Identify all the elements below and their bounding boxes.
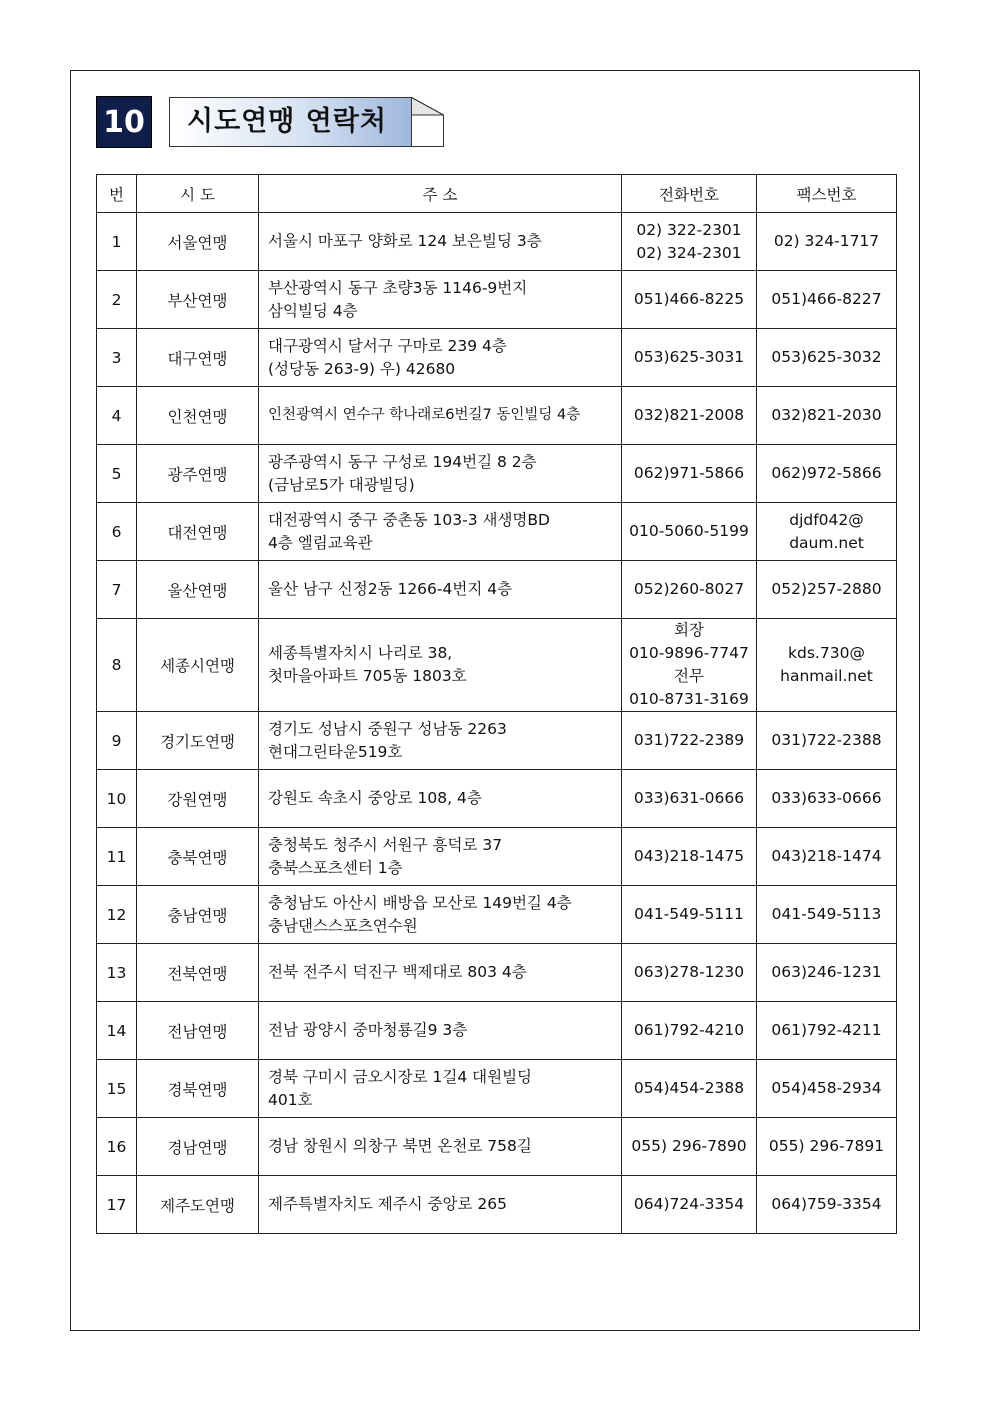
table-row bbox=[97, 886, 897, 944]
address-line: 충남댄스스포츠연수원 bbox=[268, 916, 418, 935]
phone-line: 052)260-8027 bbox=[633, 580, 745, 598]
row-phone bbox=[622, 619, 757, 712]
row-fax bbox=[757, 944, 897, 1002]
phone-line: 010-9896-7747 bbox=[629, 644, 749, 662]
address-line: 세종특별자치시 나리로 38, bbox=[268, 644, 453, 662]
fax-line: 054)458-2934 bbox=[771, 1079, 882, 1097]
row-address bbox=[259, 503, 622, 561]
table-body bbox=[97, 213, 897, 1234]
address-line: 서울시 마포구 양화로 124 보은빌딩 3층 bbox=[268, 232, 542, 250]
table-row bbox=[97, 503, 897, 561]
row-address bbox=[259, 213, 622, 271]
fax-line: 055) 296-7891 bbox=[768, 1137, 885, 1155]
table-row bbox=[97, 213, 897, 271]
row-fax bbox=[757, 387, 897, 445]
address-line: (금남로5가 대광빌딩) bbox=[268, 475, 415, 494]
row-number: 6 bbox=[97, 503, 137, 561]
fax-line: 052)257-2880 bbox=[771, 580, 882, 598]
header-fax: 팩스번호 bbox=[757, 175, 897, 213]
table-row bbox=[97, 1176, 897, 1234]
address-line: 제주특별자치도 제주시 중앙로 265 bbox=[268, 1195, 508, 1213]
row-phone bbox=[622, 561, 757, 619]
row-phone bbox=[622, 271, 757, 329]
address-line: 대전광역시 중구 중촌동 103-3 새생명BD bbox=[268, 510, 550, 529]
row-fax bbox=[757, 1176, 897, 1234]
row-address bbox=[259, 329, 622, 387]
row-number: 1 bbox=[97, 213, 137, 271]
row-fax bbox=[757, 886, 897, 944]
address-line: 첫마을아파트 705동 1803호 bbox=[268, 667, 467, 685]
row-fax bbox=[757, 712, 897, 770]
row-address bbox=[259, 1060, 622, 1118]
table-row bbox=[97, 1118, 897, 1176]
table-row bbox=[97, 1002, 897, 1060]
address-line: 401호 bbox=[268, 1090, 313, 1109]
row-phone bbox=[622, 828, 757, 886]
fax-line: 033)633-0666 bbox=[771, 789, 882, 807]
row-number: 8 bbox=[97, 619, 137, 712]
row-address bbox=[259, 271, 622, 329]
row-phone bbox=[622, 387, 757, 445]
row-number: 17 bbox=[97, 1176, 137, 1234]
fax-line: djdf042@ bbox=[789, 510, 864, 529]
row-region: 광주연맹 bbox=[137, 445, 259, 503]
fax-line: 031)722-2388 bbox=[771, 731, 882, 749]
row-region: 경남연맹 bbox=[137, 1118, 259, 1176]
address-line: 충청북도 청주시 서원구 흥덕로 37 bbox=[268, 835, 503, 854]
phone-line: 064)724-3354 bbox=[633, 1195, 745, 1213]
row-phone bbox=[622, 712, 757, 770]
address-line: 경북 구미시 금오시장로 1길4 대원빌딩 bbox=[268, 1067, 533, 1086]
table-row bbox=[97, 1060, 897, 1118]
address-line: 현대그린타운519호 bbox=[268, 742, 403, 761]
row-phone bbox=[622, 445, 757, 503]
row-region: 대전연맹 bbox=[137, 503, 259, 561]
row-region: 전남연맹 bbox=[137, 1002, 259, 1060]
fax-line: 061)792-4211 bbox=[771, 1021, 882, 1039]
row-phone bbox=[622, 1002, 757, 1060]
header-region: 시 도 bbox=[137, 175, 259, 213]
row-region: 세종시연맹 bbox=[137, 619, 259, 712]
phone-line: 032)821-2008 bbox=[633, 406, 745, 424]
row-address bbox=[259, 770, 622, 828]
row-fax bbox=[757, 828, 897, 886]
phone-line: 062)971-5866 bbox=[633, 464, 745, 482]
fax-line: 064)759-3354 bbox=[771, 1195, 882, 1213]
address-line: 경기도 성남시 중원구 성남동 2263 bbox=[268, 719, 507, 738]
row-region: 대구연맹 bbox=[137, 329, 259, 387]
row-phone bbox=[622, 886, 757, 944]
phone-line: 031)722-2389 bbox=[633, 731, 745, 749]
fax-line: hanmail.net bbox=[780, 667, 873, 685]
row-region: 전북연맹 bbox=[137, 944, 259, 1002]
row-phone bbox=[622, 503, 757, 561]
table-header-row bbox=[97, 175, 897, 213]
table-row bbox=[97, 387, 897, 445]
fax-line: 02) 324-1717 bbox=[773, 232, 880, 250]
section-number-badge: 10 bbox=[96, 96, 152, 148]
fax-line: daum.net bbox=[789, 533, 864, 552]
row-number: 7 bbox=[97, 561, 137, 619]
row-fax bbox=[757, 1060, 897, 1118]
row-number: 13 bbox=[97, 944, 137, 1002]
row-fax bbox=[757, 213, 897, 271]
row-address bbox=[259, 886, 622, 944]
header-address: 주 소 bbox=[259, 175, 622, 213]
row-number: 3 bbox=[97, 329, 137, 387]
row-region: 제주도연맹 bbox=[137, 1176, 259, 1234]
row-address bbox=[259, 1118, 622, 1176]
row-region: 강원연맹 bbox=[137, 770, 259, 828]
fax-line: 062)972-5866 bbox=[771, 464, 882, 482]
table-row bbox=[97, 770, 897, 828]
fax-line: 041-549-5113 bbox=[771, 905, 882, 923]
row-address bbox=[259, 445, 622, 503]
phone-line: 02) 324-2301 bbox=[636, 243, 742, 262]
row-number: 16 bbox=[97, 1118, 137, 1176]
row-address bbox=[259, 561, 622, 619]
row-phone bbox=[622, 329, 757, 387]
address-line: 부산광역시 동구 초량3동 1146-9번지 bbox=[268, 278, 528, 297]
address-line: 전북 전주시 덕진구 백제대로 803 4층 bbox=[268, 963, 527, 981]
table-row bbox=[97, 619, 897, 712]
row-number: 15 bbox=[97, 1060, 137, 1118]
fax-line: 063)246-1231 bbox=[771, 963, 882, 981]
row-number: 9 bbox=[97, 712, 137, 770]
fax-line: 051)466-8227 bbox=[771, 290, 882, 308]
row-number: 11 bbox=[97, 828, 137, 886]
row-fax bbox=[757, 770, 897, 828]
phone-line: 02) 322-2301 bbox=[636, 220, 742, 239]
row-region: 충북연맹 bbox=[137, 828, 259, 886]
row-fax bbox=[757, 329, 897, 387]
row-fax bbox=[757, 1002, 897, 1060]
row-address bbox=[259, 944, 622, 1002]
fax-line: 032)821-2030 bbox=[771, 406, 882, 424]
row-region: 인천연맹 bbox=[137, 387, 259, 445]
address-line: 대구광역시 달서구 구마로 239 4층 bbox=[268, 336, 507, 355]
phone-line: 010-5060-5199 bbox=[629, 522, 749, 540]
phone-line: 054)454-2388 bbox=[633, 1079, 745, 1097]
phone-line: 041-549-5111 bbox=[634, 905, 744, 923]
address-line: 4층 엘림교육관 bbox=[268, 533, 373, 552]
address-line: (성당동 263-9) 우) 42680 bbox=[268, 359, 456, 378]
address-line: 인천광역시 연수구 학나래로6번길7 동인빌딩 4층 bbox=[268, 407, 581, 423]
row-number: 2 bbox=[97, 271, 137, 329]
row-address bbox=[259, 712, 622, 770]
table-row bbox=[97, 561, 897, 619]
row-address bbox=[259, 619, 622, 712]
address-line: 충북스포츠센터 1층 bbox=[268, 858, 403, 877]
row-fax bbox=[757, 445, 897, 503]
row-fax bbox=[757, 503, 897, 561]
row-fax bbox=[757, 1118, 897, 1176]
table-row bbox=[97, 329, 897, 387]
header-phone: 전화번호 bbox=[622, 175, 757, 213]
row-phone bbox=[622, 1118, 757, 1176]
address-line: 삼익빌딩 4층 bbox=[268, 301, 358, 320]
row-region: 울산연맹 bbox=[137, 561, 259, 619]
phone-line: 063)278-1230 bbox=[633, 963, 745, 981]
table-row bbox=[97, 271, 897, 329]
address-line: 경남 창원시 의창구 북면 온천로 758길 bbox=[268, 1137, 532, 1155]
row-phone bbox=[622, 213, 757, 271]
address-line: 울산 남구 신정2동 1266-4번지 4층 bbox=[268, 580, 513, 598]
fax-line: 043)218-1474 bbox=[771, 847, 882, 865]
row-region: 부산연맹 bbox=[137, 271, 259, 329]
contact-table bbox=[96, 174, 897, 1234]
row-region: 경북연맹 bbox=[137, 1060, 259, 1118]
row-phone bbox=[622, 1176, 757, 1234]
table-row bbox=[97, 445, 897, 503]
row-number: 4 bbox=[97, 387, 137, 445]
row-region: 충남연맹 bbox=[137, 886, 259, 944]
section-title: 시도연맹 연락처 bbox=[187, 106, 387, 137]
row-fax bbox=[757, 561, 897, 619]
row-phone bbox=[622, 770, 757, 828]
row-number: 5 bbox=[97, 445, 137, 503]
table-row bbox=[97, 828, 897, 886]
row-fax bbox=[757, 271, 897, 329]
row-region: 서울연맹 bbox=[137, 213, 259, 271]
address-line: 전남 광양시 중마청룡길9 3층 bbox=[268, 1021, 468, 1039]
phone-line: 051)466-8225 bbox=[633, 290, 745, 308]
phone-line: 061)792-4210 bbox=[633, 1021, 745, 1039]
section-title-box bbox=[169, 97, 444, 147]
address-line: 충청남도 아산시 배방읍 모산로 149번길 4층 bbox=[268, 893, 572, 912]
address-line: 광주광역시 동구 구성로 194번길 8 2층 bbox=[268, 452, 537, 471]
phone-line: 043)218-1475 bbox=[633, 847, 745, 865]
row-region: 경기도연맹 bbox=[137, 712, 259, 770]
fax-line: kds.730@ bbox=[788, 644, 865, 662]
table-row bbox=[97, 712, 897, 770]
row-address bbox=[259, 828, 622, 886]
row-phone bbox=[622, 1060, 757, 1118]
phone-line: 033)631-0666 bbox=[633, 789, 745, 807]
row-fax bbox=[757, 619, 897, 712]
address-line: 강원도 속초시 중앙로 108, 4층 bbox=[268, 789, 482, 807]
phone-line: 010-8731-3169 bbox=[629, 690, 749, 708]
header-number: 번 bbox=[97, 175, 137, 213]
row-address bbox=[259, 387, 622, 445]
row-number: 12 bbox=[97, 886, 137, 944]
row-number: 14 bbox=[97, 1002, 137, 1060]
row-number: 10 bbox=[97, 770, 137, 828]
phone-line: 회장 bbox=[674, 621, 704, 639]
row-phone bbox=[622, 944, 757, 1002]
table-row bbox=[97, 944, 897, 1002]
phone-line: 055) 296-7890 bbox=[631, 1137, 747, 1155]
fax-line: 053)625-3032 bbox=[771, 348, 882, 366]
phone-line: 053)625-3031 bbox=[633, 348, 745, 366]
row-address bbox=[259, 1002, 622, 1060]
row-address bbox=[259, 1176, 622, 1234]
phone-line: 전무 bbox=[674, 667, 704, 685]
